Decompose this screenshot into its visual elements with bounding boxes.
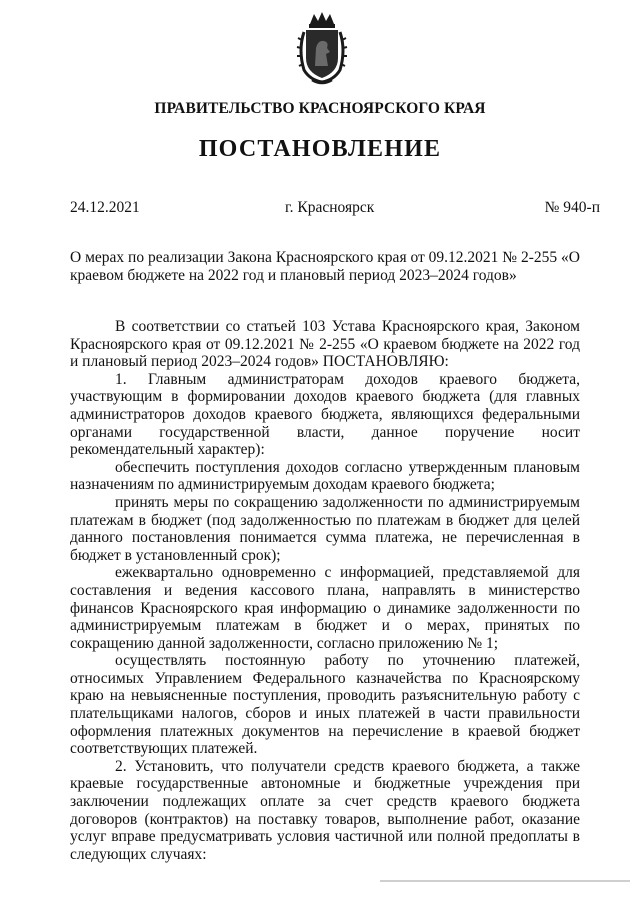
document-number: № 940-п: [544, 199, 600, 216]
document-city: г. Красноярск: [285, 199, 375, 216]
paragraph-item-1-quarterly: ежеквартально одновременно с информацией, представляемой для составления и ведения кассового плана, направлять в министерство финансов Красноярского края информацию о динамике задолженности по администрируемым платежам в бюджет и о мерах, принятых по сокращению данной задолженности, согласно приложению № 1;: [70, 564, 580, 652]
paragraph-item-1: 1. Главным администраторам доходов краевого бюджета, участвующим в формировании доходов краевого бюджета (для главных администраторов доходов краевого бюджета, являющихся федеральными органами государственной власти, данное поручение носит рекомендательный характер):: [70, 370, 580, 459]
paragraph-item-1-revenue: обеспечить поступления доходов согласно утвержденным плановым назначениям по администрируемым доходам краевого бюджета;: [70, 458, 580, 494]
document-date: 24.12.2021: [70, 199, 140, 216]
document-title: О мерах по реализации Закона Красноярского края от 09.12.2021 № 2-255 «О краевом бюджете на 2022 год и плановый период 2023–2024 годов»: [70, 249, 580, 284]
organization-name: ПРАВИТЕЛЬСТВО КРАСНОЯРСКОГО КРАЯ: [154, 100, 486, 117]
paragraph-item-1-debt: принять меры по сокращению задолженности по администрируемым платежам в бюджет (под задолженностью по платежам в бюджет для целей данного постановления понимается сумма платежа, не перечисленная в бюджет в установленный срок);: [70, 493, 580, 564]
paragraph-preamble: В соответствии со статьей 103 Устава Красноярского края, Законом Красноярского края от 09.12.2021 № 2-255 «О краевом бюджете на 2022 год и плановый период 2023–2024 годов» ПОСТАНОВЛЯЮ:: [70, 318, 580, 371]
paragraph-item-2: 2. Установить, что получатели средств краевого бюджета, а также краевые государственные автономные и бюджетные учреждения при заключении подлежащих оплате за счет средств краевого бюджета договоров (контрактов) на поставку товаров, выполнение работ, оказание услуг вправе предусматривать условия частичной или полной предоплаты в следующих случаях:: [70, 757, 580, 863]
paragraph-item-1-clarify: осуществлять постоянную работу по уточнению платежей, относимых Управлением Федерального казначейства по Красноярскому краю на невыясненные поступления, проводить разъяснительную работу с плательщиками налогов, сборов и иных платежей в части правильности оформления платежных документов на перечисление в краевой бюджет соответствующих платежей.: [70, 652, 580, 758]
document-body: [70, 318, 580, 863]
document-type: ПОСТАНОВЛЕНИЕ: [198, 136, 442, 162]
krasnoyarsk-coat-of-arms-icon: [296, 10, 348, 86]
scan-artifact-line: [380, 880, 630, 882]
